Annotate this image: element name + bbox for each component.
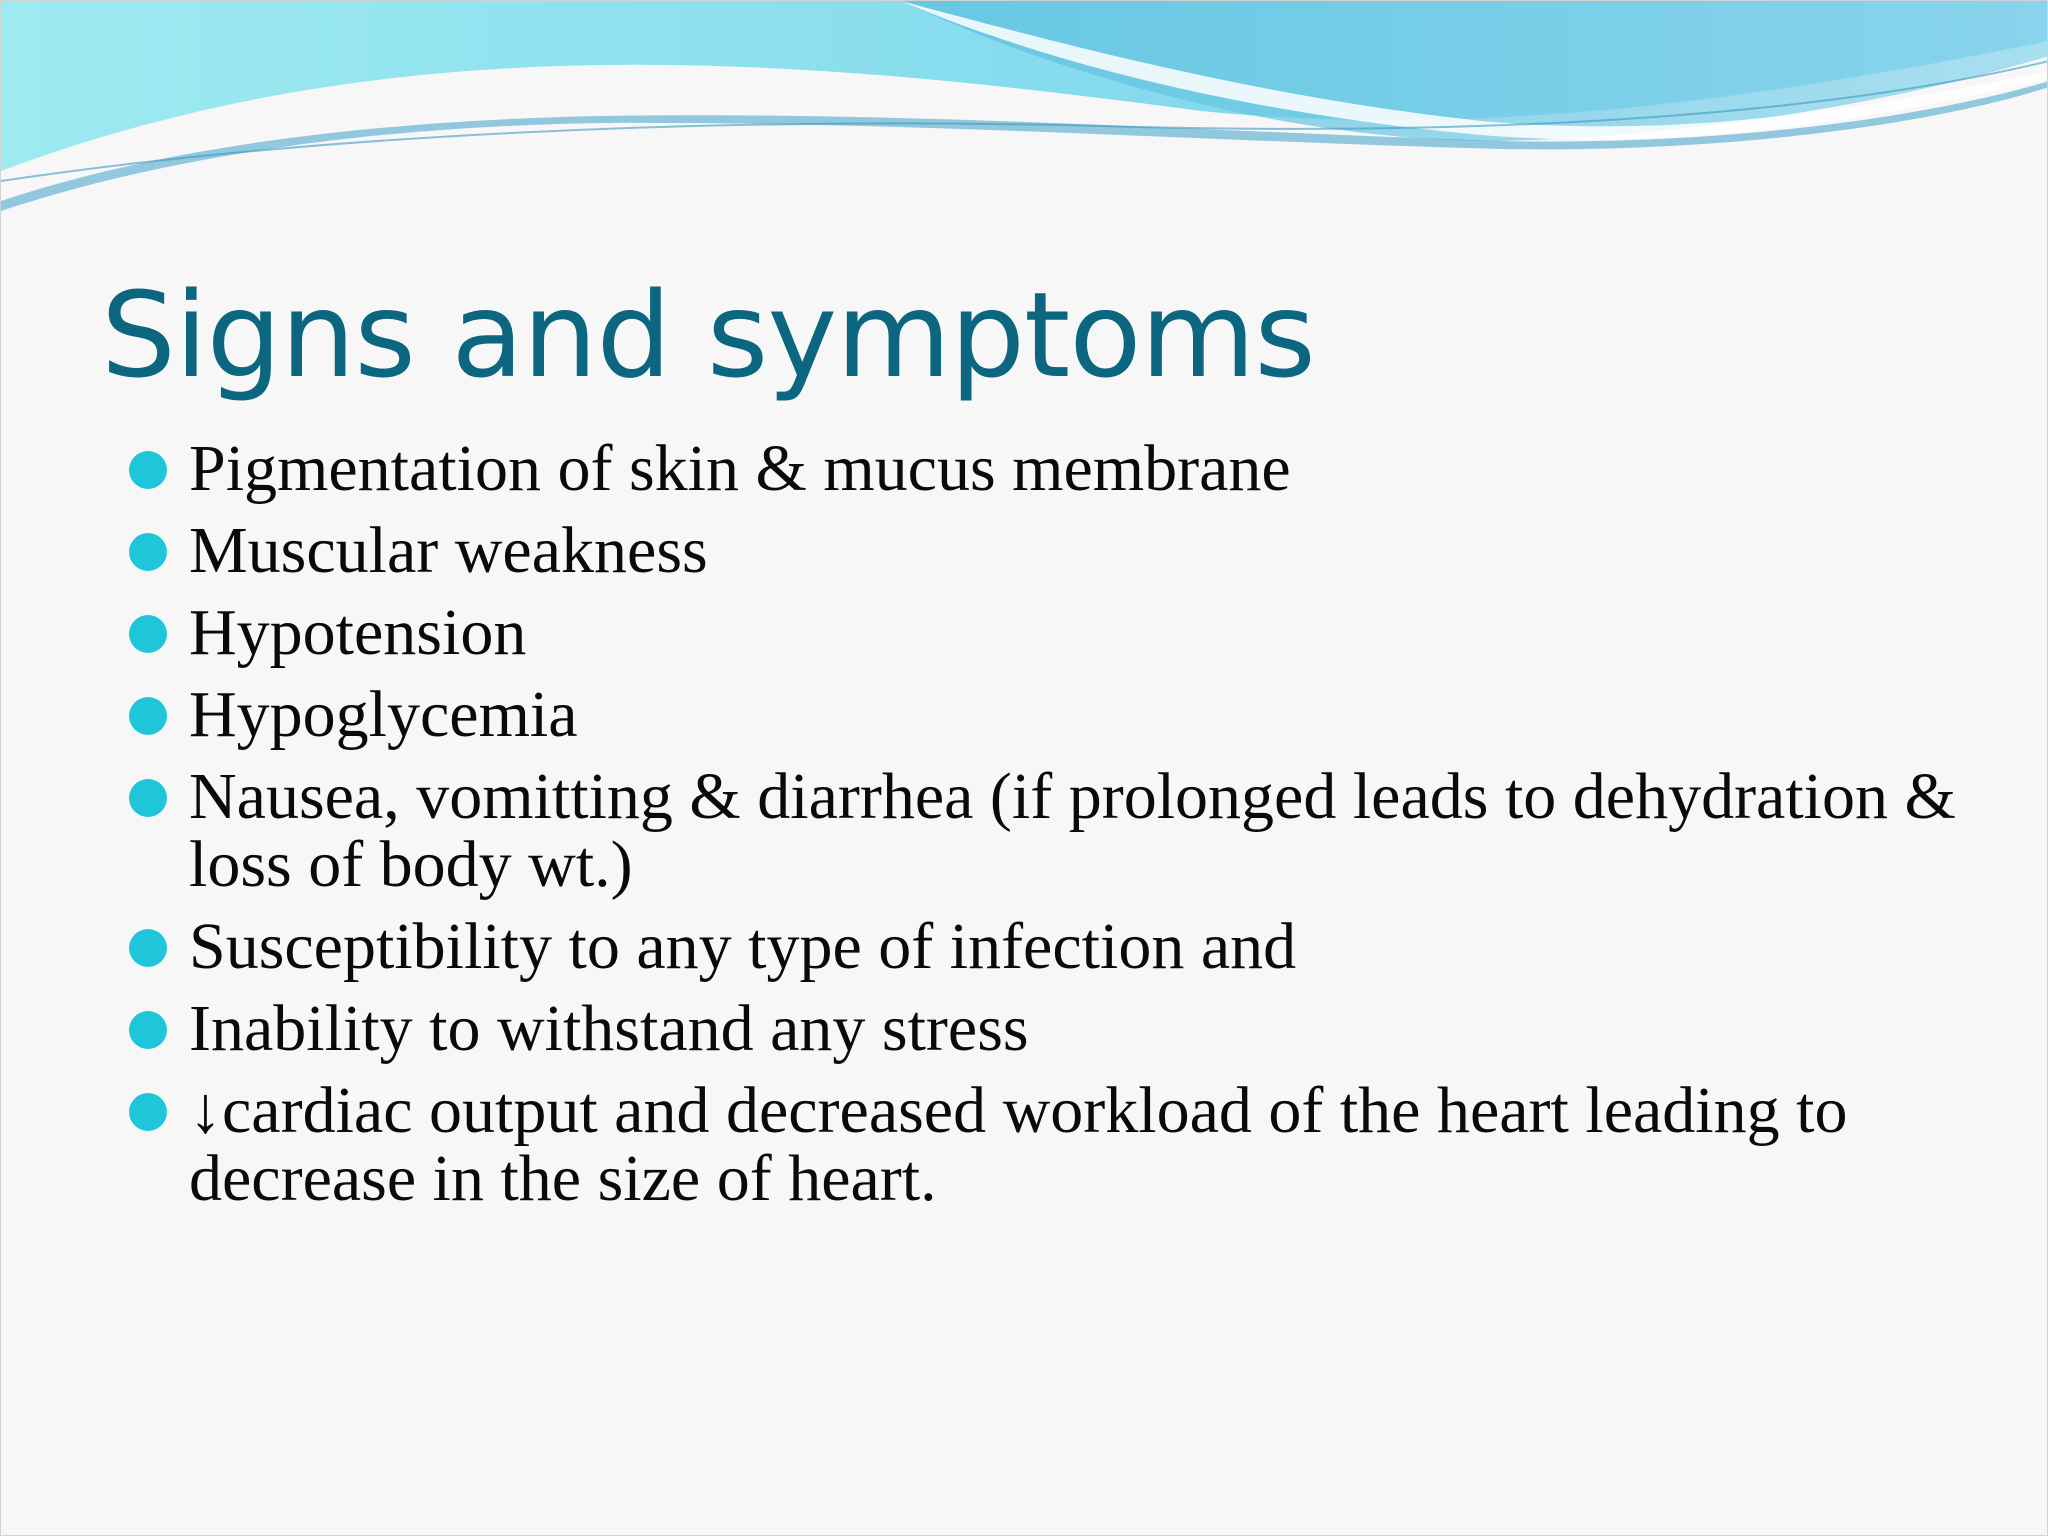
list-item [125,678,1965,751]
list-item [125,760,1965,901]
bullet-list [125,432,1965,1227]
bullet-text: ↓cardiac output and decreased workload of the heart leading to decrease in the size of heart. [189,1074,1848,1215]
bullet-dot-icon [129,1011,167,1049]
bullet-dot-icon [129,697,167,735]
bullet-dot-icon [129,533,167,571]
list-item [125,514,1965,587]
bullet-text: Pigmentation of skin & mucus membrane [189,432,1291,505]
list-item [125,992,1965,1065]
bullet-text: Inability to withstand any stress [189,992,1029,1065]
list-item [125,432,1965,505]
bullet-dot-icon [129,451,167,489]
list-item [125,596,1965,669]
bullet-text: Nausea, vomitting & diarrhea (if prolonged leads to dehydration & loss of body wt.) [189,760,1956,901]
bullet-text: Muscular weakness [189,514,708,587]
slide-title: Signs and symptoms [101,266,1315,404]
bullet-dot-icon [129,929,167,967]
bullet-dot-icon [129,1093,167,1131]
header-wave-decoration [1,1,2048,241]
bullet-text: Susceptibility to any type of infection and [189,910,1297,983]
bullet-dot-icon [129,779,167,817]
bullet-text: Hypoglycemia [189,678,578,751]
bullet-dot-icon [129,615,167,653]
list-item [125,1074,1965,1215]
bullet-text: Hypotension [189,596,527,669]
list-item [125,910,1965,983]
